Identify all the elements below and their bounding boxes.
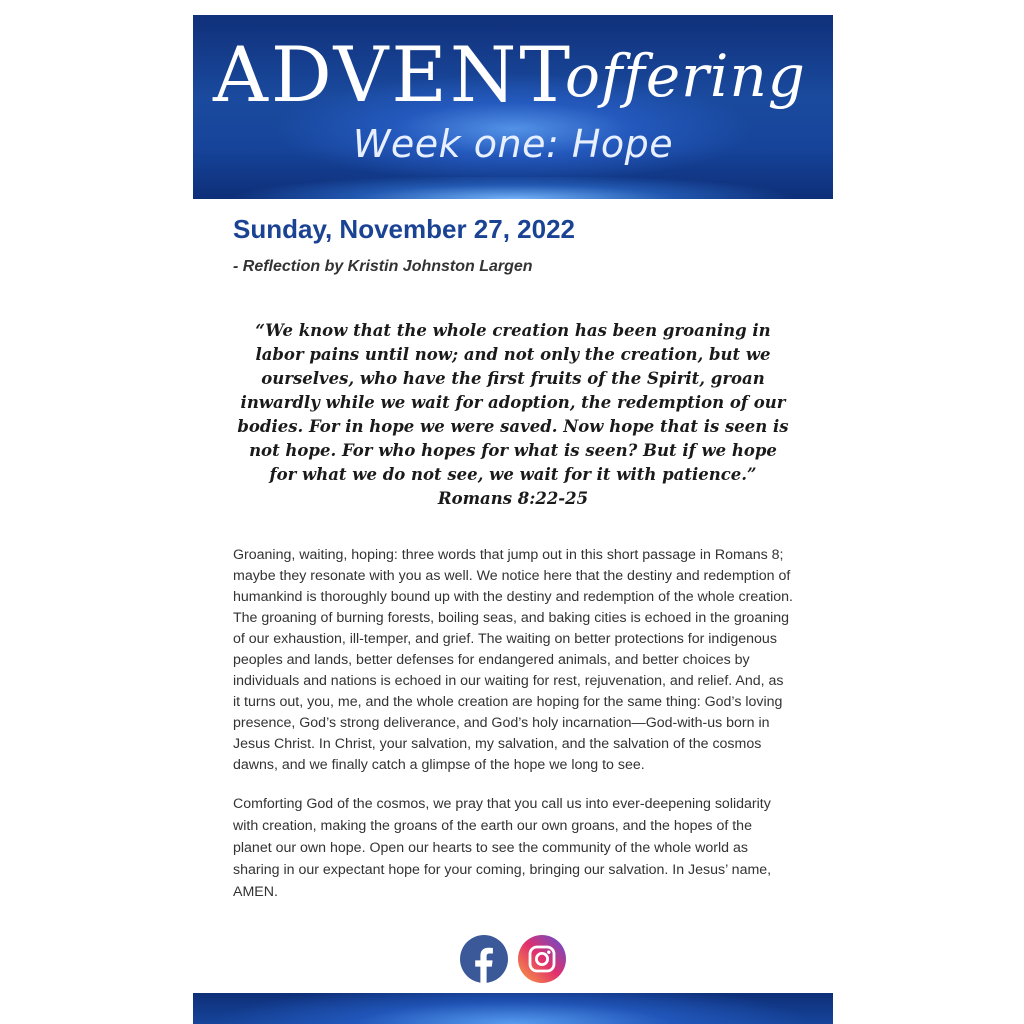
article-content [193,213,833,983]
facebook-link[interactable] [460,935,508,983]
social-links [233,935,793,983]
banner-subtitle: Week one: Hope [352,122,674,166]
instagram-icon[interactable] [518,935,566,983]
instagram-link[interactable] [518,935,566,983]
article-date: Sunday, November 27, 2022 [233,214,576,244]
reflection-paragraph: Groaning, waiting, hoping: three words that jump out in this short passage in Romans 8; maybe they resonate with you as well. We notice here that the destiny and redemption of humankind is thoroughly bound up with the destiny and redemption of the whole creation. The groaning of burning forests, boiling seas, and baking cities is echoed in the groaning of our exhaustion, ill-temper, and grief. The waiting on better protections for indigenous peoples and lands, better defenses for endangered animals, and better choices by individuals and nations is echoed in our waiting for rest, rejuvenation, and relief. And, as it turns out, you, me, and the whole creation are hoping for the same thing: God’s loving presence, God’s strong deliverance, and God’s holy incarnation—God-with-us born in Jesus Christ. In Christ, your salvation, my salvation, and the salvation of the cosmos dawns, and we finally catch a glimpse of the hope we long to see. [233,547,793,773]
article-byline: - Reflection by Kristin Johnston Largen [233,258,533,275]
prayer-paragraph: Comforting God of the cosmos, we pray that you call us into ever-deepening solidarity with creation, making the groans of the earth our own groans, and the hopes of the planet our own hope. Open our hearts to see the community of the whole world as sharing in our expectant hope for your coming, bringing our salvation. In Jesus’ name, AMEN. [233,796,772,900]
facebook-icon[interactable] [460,935,508,983]
scripture-quote: “We know that the whole creation has been groaning in labor pains until now; and not only the creation, but we ourselves, who have the first fruits of the Spirit, groan inwardly while we wait for adoption, the redemption of our bodies. For in hope we were saved. Now hope that is seen is not hope. For who hopes for what is seen? But if we hope for what we do not see, we wait for it with patience.” Romans 8:22-25 [237,321,789,508]
banner-title-script: offering [565,42,806,110]
banner-title-main: ADVENT [213,30,574,119]
footer-banner [193,993,833,1024]
advent-offering-banner [193,15,833,199]
email-body [193,15,833,983]
